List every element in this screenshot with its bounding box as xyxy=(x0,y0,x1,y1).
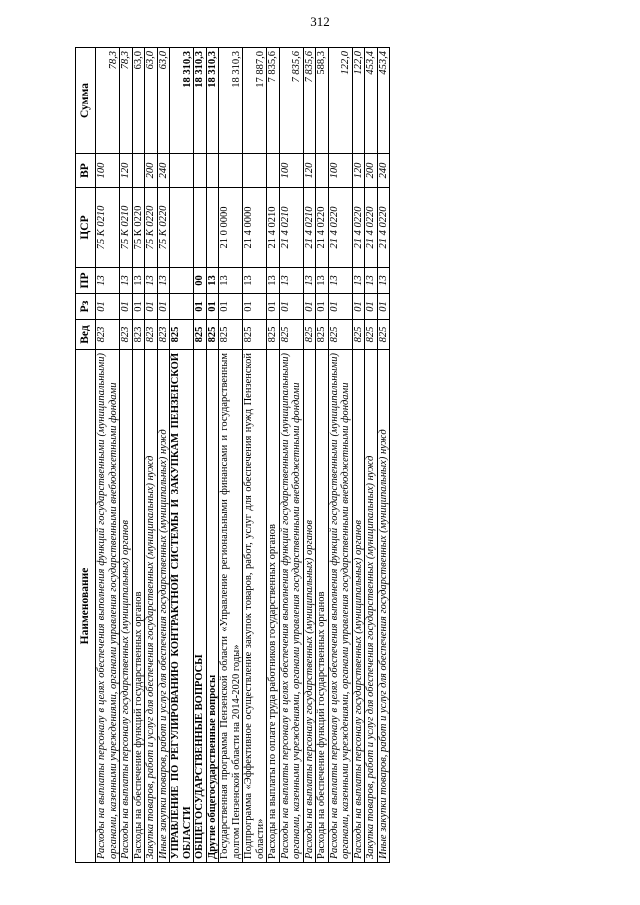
row-ved: 825 xyxy=(267,320,280,350)
row-vr: 200 xyxy=(145,154,158,188)
row-sum: 122,0 xyxy=(352,48,365,154)
row-vr xyxy=(316,154,329,188)
row-pr: 13 xyxy=(316,268,329,294)
row-name: Государственная программа Пензенской области «Управление региональными финансами и государственным долгом Пензенской области на 2014-2020 годы» xyxy=(219,350,243,863)
row-sum: 63,0 xyxy=(132,48,145,154)
row-rz: 01 xyxy=(219,294,243,320)
row-rz: 01 xyxy=(365,294,378,320)
header-csr: ЦСР xyxy=(76,188,96,268)
row-pr: 13 xyxy=(377,268,390,294)
row-name: Закупка товаров, работ и услуг для обеспечения государственных (муниципальных) нужд xyxy=(365,350,378,863)
table-row xyxy=(377,48,390,863)
row-csr: 21 4 0000 xyxy=(243,188,267,268)
row-pr xyxy=(170,268,194,294)
row-vr: 240 xyxy=(377,154,390,188)
table-row xyxy=(145,48,158,863)
table-row xyxy=(120,48,133,863)
table-row xyxy=(206,48,219,863)
row-pr: 00 xyxy=(194,268,207,294)
row-ved: 825 xyxy=(352,320,365,350)
row-pr: 13 xyxy=(267,268,280,294)
row-rz: 01 xyxy=(157,294,170,320)
row-name: Подпрограмма «Эффективное осуществление закупок товаров, работ, услуг для обеспечения нужд Пензенской области» xyxy=(243,350,267,863)
row-csr: 21 4 0220 xyxy=(377,188,390,268)
table-row xyxy=(365,48,378,863)
header-vr: ВР xyxy=(76,154,96,188)
row-vr: 100 xyxy=(328,154,352,188)
row-ved: 825 xyxy=(279,320,303,350)
row-sum: 18 310,3 xyxy=(206,48,219,154)
row-pr: 13 xyxy=(352,268,365,294)
row-name: УПРАВЛЕНИЕ ПО РЕГУЛИРОВАНИЮ КОНТРАКТНОЙ СИСТЕМЫ И ЗАКУПКАМ ПЕНЗЕНСКОЙ ОБЛАСТИ xyxy=(170,350,194,863)
row-rz: 01 xyxy=(352,294,365,320)
table-row xyxy=(267,48,280,863)
row-pr: 13 xyxy=(365,268,378,294)
row-vr xyxy=(206,154,219,188)
row-csr: 75 К 0220 xyxy=(157,188,170,268)
row-vr: 200 xyxy=(365,154,378,188)
row-sum: 588,3 xyxy=(316,48,329,154)
row-rz: 01 xyxy=(328,294,352,320)
row-csr: 21 4 0210 xyxy=(303,188,316,268)
row-name: Расходы на выплаты персоналу государственных (муниципальных) органов xyxy=(120,350,133,863)
header-name: Наименование xyxy=(76,350,96,863)
row-vr: 120 xyxy=(120,154,133,188)
row-vr: 100 xyxy=(279,154,303,188)
row-sum: 63,0 xyxy=(145,48,158,154)
table-body xyxy=(96,48,390,863)
header-ved: Вед xyxy=(76,320,96,350)
budget-table-rotated xyxy=(75,48,615,863)
row-ved: 823 xyxy=(132,320,145,350)
row-rz: 01 xyxy=(120,294,133,320)
row-sum: 78,3 xyxy=(120,48,133,154)
row-name: Иные закупки товаров, работ и услуг для обеспечения государственных (муниципальных) нужд xyxy=(377,350,390,863)
row-csr xyxy=(206,188,219,268)
row-name: ОБЩЕГОСУДАРСТВЕННЫЕ ВОПРОСЫ xyxy=(194,350,207,863)
row-csr: 21 4 0210 xyxy=(267,188,280,268)
row-ved: 823 xyxy=(96,320,120,350)
row-pr: 13 xyxy=(157,268,170,294)
row-ved: 825 xyxy=(377,320,390,350)
row-sum: 7 835,6 xyxy=(303,48,316,154)
row-name: Закупка товаров, работ и услуг для обеспечения государственных (муниципальных) нужд xyxy=(145,350,158,863)
row-csr: 75 К 0220 xyxy=(132,188,145,268)
table-row xyxy=(279,48,303,863)
table-row xyxy=(303,48,316,863)
row-rz: 01 xyxy=(96,294,120,320)
row-sum: 453,4 xyxy=(365,48,378,154)
row-sum: 18 310,3 xyxy=(170,48,194,154)
row-csr: 75 К 0210 xyxy=(120,188,133,268)
row-rz: 01 xyxy=(206,294,219,320)
row-ved: 823 xyxy=(157,320,170,350)
table-row xyxy=(243,48,267,863)
row-ved: 825 xyxy=(243,320,267,350)
row-sum: 18 310,3 xyxy=(194,48,207,154)
row-csr: 21 4 0220 xyxy=(316,188,329,268)
row-ved: 825 xyxy=(316,320,329,350)
row-pr: 13 xyxy=(96,268,120,294)
table-row xyxy=(194,48,207,863)
row-rz: 01 xyxy=(145,294,158,320)
row-ved: 823 xyxy=(145,320,158,350)
row-pr: 13 xyxy=(206,268,219,294)
row-csr: 21 4 0210 xyxy=(279,188,303,268)
row-pr: 13 xyxy=(219,268,243,294)
row-csr: 75 К 0220 xyxy=(145,188,158,268)
table-row xyxy=(352,48,365,863)
row-rz: 01 xyxy=(194,294,207,320)
row-sum: 63,0 xyxy=(157,48,170,154)
row-csr xyxy=(170,188,194,268)
row-vr: 120 xyxy=(303,154,316,188)
row-sum: 122,0 xyxy=(328,48,352,154)
budget-table xyxy=(75,47,390,863)
table-row xyxy=(132,48,145,863)
row-vr xyxy=(219,154,243,188)
header-sum: Сумма xyxy=(76,48,96,154)
row-ved: 825 xyxy=(303,320,316,350)
row-sum: 7 835,6 xyxy=(279,48,303,154)
row-ved: 825 xyxy=(219,320,243,350)
row-pr: 13 xyxy=(120,268,133,294)
row-vr: 120 xyxy=(352,154,365,188)
row-vr xyxy=(170,154,194,188)
row-vr xyxy=(243,154,267,188)
row-sum: 453,4 xyxy=(377,48,390,154)
row-csr: 21 4 0220 xyxy=(328,188,352,268)
row-vr xyxy=(267,154,280,188)
table-row xyxy=(96,48,120,863)
row-name: Расходы на обеспечение функций государственных органов xyxy=(316,350,329,863)
row-csr: 21 0 0000 xyxy=(219,188,243,268)
header-rz: Рз xyxy=(76,294,96,320)
row-name: Расходы на выплаты персоналу государственных (муниципальных) органов xyxy=(303,350,316,863)
row-rz xyxy=(170,294,194,320)
row-ved: 825 xyxy=(206,320,219,350)
row-vr xyxy=(194,154,207,188)
row-name: Расходы на выплаты по оплате труда работников государственных органов xyxy=(267,350,280,863)
row-ved: 825 xyxy=(328,320,352,350)
row-pr: 13 xyxy=(243,268,267,294)
table-header-row xyxy=(76,48,96,863)
row-rz: 01 xyxy=(303,294,316,320)
row-name: Расходы на выплаты персоналу государственных (муниципальных) органов xyxy=(352,350,365,863)
row-name: Иные закупки товаров, работ и услуг для обеспечения государственных (муниципальных) нужд xyxy=(157,350,170,863)
row-pr: 13 xyxy=(328,268,352,294)
row-pr: 13 xyxy=(279,268,303,294)
row-rz: 01 xyxy=(316,294,329,320)
row-pr: 13 xyxy=(303,268,316,294)
row-ved: 825 xyxy=(365,320,378,350)
row-ved: 825 xyxy=(170,320,194,350)
row-csr: 21 4 0220 xyxy=(352,188,365,268)
table-row xyxy=(219,48,243,863)
row-name: Расходы на выплаты персоналу в целях обеспечения выполнения функций государственными (муниципальными) органами, казенными учреждениями, органами управления государственными внебюджетными фондами xyxy=(328,350,352,863)
row-rz: 01 xyxy=(279,294,303,320)
table-row xyxy=(157,48,170,863)
row-csr xyxy=(194,188,207,268)
row-pr: 13 xyxy=(132,268,145,294)
row-name: Расходы на выплаты персоналу в целях обеспечения выполнения функций государственными (муниципальными) органами, казенными учреждениями, органами управления государственными внебюджетными фондами xyxy=(96,350,120,863)
row-vr: 240 xyxy=(157,154,170,188)
row-sum: 7 835,6 xyxy=(267,48,280,154)
row-pr: 13 xyxy=(145,268,158,294)
row-rz: 01 xyxy=(132,294,145,320)
table-row xyxy=(316,48,329,863)
row-name: Расходы на обеспечение функций государственных органов xyxy=(132,350,145,863)
table-row xyxy=(328,48,352,863)
header-pr: ПР xyxy=(76,268,96,294)
row-rz: 01 xyxy=(267,294,280,320)
row-rz: 01 xyxy=(243,294,267,320)
row-rz: 01 xyxy=(377,294,390,320)
row-vr xyxy=(132,154,145,188)
row-name: Другие общегосударственные вопросы xyxy=(206,350,219,863)
row-sum: 18 310,3 xyxy=(219,48,243,154)
row-csr: 75 К 0210 xyxy=(96,188,120,268)
row-sum: 78,3 xyxy=(96,48,120,154)
row-csr: 21 4 0220 xyxy=(365,188,378,268)
row-ved: 825 xyxy=(194,320,207,350)
row-sum: 17 887,0 xyxy=(243,48,267,154)
row-name: Расходы на выплаты персоналу в целях обеспечения выполнения функций государственными (муниципальными) органами, казенными учреждениями, органами управления государственными внебюджетными фондами xyxy=(279,350,303,863)
row-ved: 823 xyxy=(120,320,133,350)
row-vr: 100 xyxy=(96,154,120,188)
page-number: 312 xyxy=(310,14,330,29)
table-row xyxy=(170,48,194,863)
